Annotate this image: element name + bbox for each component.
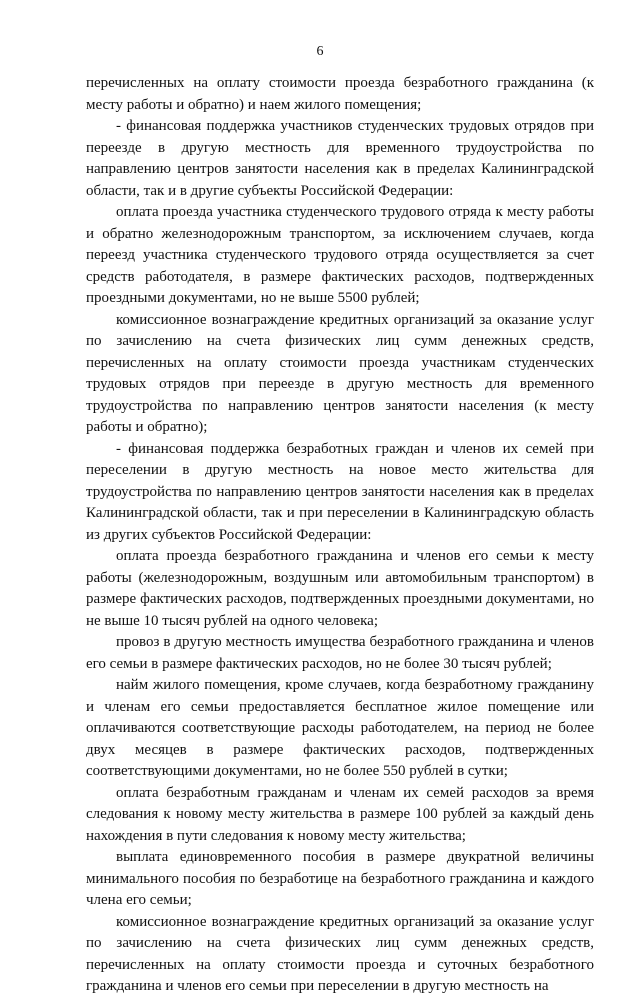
paragraph-student-bank-commission: комиссионное вознаграждение кредитных организаций за оказание услуг по зачислению на счета физических лиц сумм денежных средств, перечисленных на оплату стоимости проезда участникам студенческих трудовых отрядов при переезде в другую местность для временного трудоустройства по направлению центров занятости населения (к месту работы и обратно); <box>86 311 594 435</box>
paragraph-student-teams-support: - финансовая поддержка участников студенческих трудовых отрядов при переезде в другую местность для временного трудоустройства по направлению центров занятости населения как в пределах Калининградской области, так и в другие субъекты Российской Федерации: <box>86 118 594 199</box>
paragraph-property-transport: провоз в другую местность имущества безработного гражданина и членов его семьи в размере фактических расходов, но не более 30 тысяч рублей; <box>86 634 594 672</box>
paragraph-housing-rent: найм жилого помещения, кроме случаев, когда безработному гражданину и членам его семьи предоставляется бесплатное жилое помещение или оплачиваются соответствующие расходы работодателем, на период не более двух месяцев в размере фактических расходов, подтвержденных соответствующими документами, но не более 550 рублей в сутки; <box>86 677 594 779</box>
paragraph-daily-allowance: оплата безработным гражданам и членам их семей расходов за время следования к новому месту жительства в размере 100 рублей за каждый день нахождения в пути следования к новому месту жительства; <box>86 784 594 844</box>
paragraph-lump-sum-benefit: выплата единовременного пособия в размере двукратной величины минимального пособия по безработице на безработного гражданина и каждого члена его семьи; <box>86 849 594 908</box>
document-body <box>86 73 594 998</box>
paragraph-continuation: перечисленных на оплату стоимости проезда безработного гражданина (к месту работы и обратно) и наем жилого помещения; <box>86 75 594 113</box>
paragraph-relocation-bank-commission: комиссионное вознаграждение кредитных организаций за оказание услуг по зачислению на счета физических лиц сумм денежных средств, перечисленных на оплату стоимости проезда и суточных безработного гражданина и членов его семьи при переселении в другую местность на <box>86 913 594 994</box>
page-number: 6 <box>316 44 324 59</box>
paragraph-student-travel-payment: оплата проезда участника студенческого трудового отряда к месту работы и обратно железнодорожным транспортом, за исключением случаев, когда переезд участника студенческого трудового отряда осуществляется за счет средств работодателя, в размере фактических расходов, подтвержденных проездными документами, но не выше 5500 рублей; <box>86 204 594 306</box>
paragraph-relocation-travel-payment: оплата проезда безработного гражданина и членов его семьи к месту работы (железнодорожным, воздушным или автомобильным транспортом) в размере фактических расходов, подтвержденных проездными документами, но не выше 10 тысяч рублей на одного человека; <box>86 548 594 629</box>
paragraph-relocation-support: - финансовая поддержка безработных граждан и членов их семей при переселении в другую местность на новое место жительства для трудоустройства по направлению центров занятости населения как в пределах Калининградской области, так и при переселении в Калининградскую область из других субъектов Российской Федерации: <box>86 440 594 543</box>
